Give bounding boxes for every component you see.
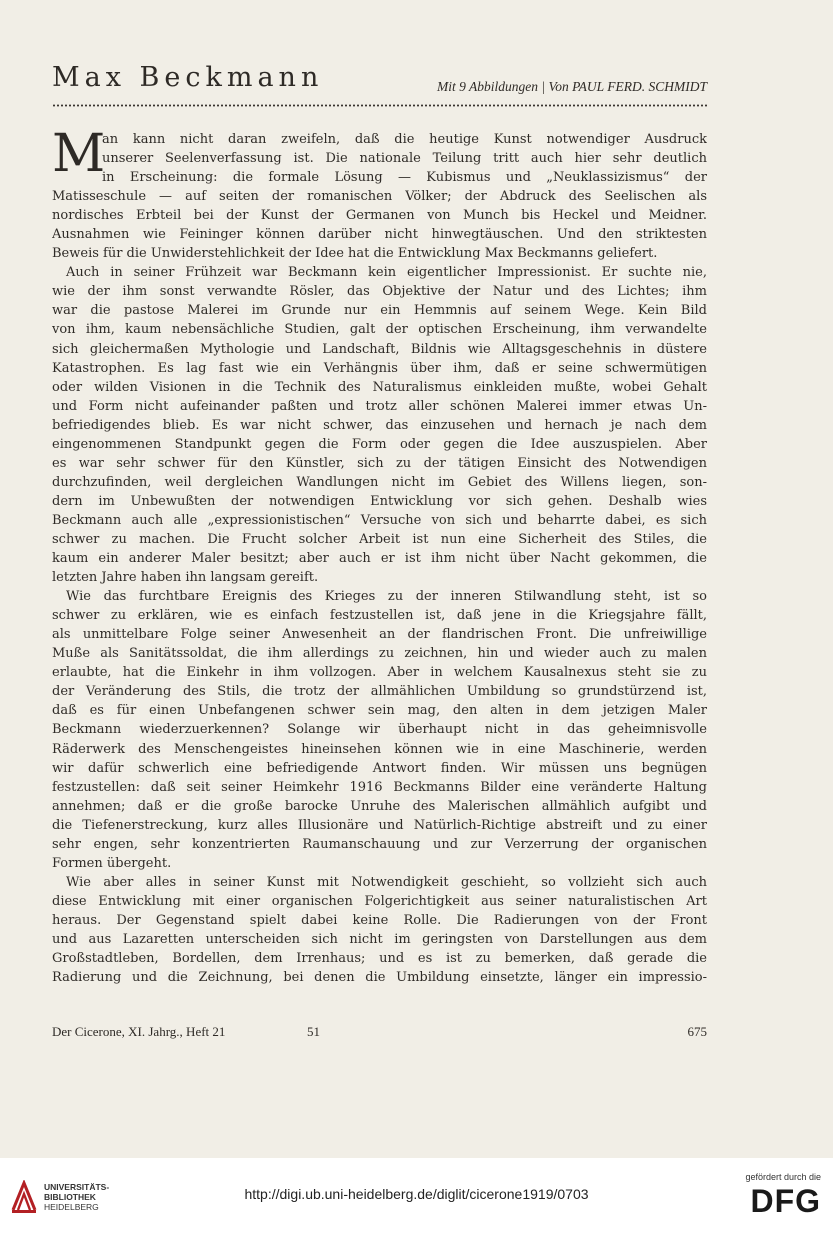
page-footer — [52, 1024, 707, 1044]
text-line: eingenommenen Standpunkt gegen die Form oder gegen die Idee auszuspielen. Aber — [52, 436, 707, 452]
text-line: Muße als Sanitätssoldat, die ihm allerdings zu zeichnen, hin und wieder auch zu malen — [52, 646, 707, 662]
text-line: kaum ein anderer Maler besitzt; aber auch er ist ihm nicht über Nacht gekommen, die — [52, 551, 707, 567]
dotted-rule — [52, 104, 707, 107]
text-line: wir dafür schwerlich eine befriedigende Antwort finden. Wir müssen uns begnügen — [52, 760, 707, 776]
text-line: sehr engen, sehr konzentrierten Raumanschauung und zur Verzerrung der organischen — [52, 836, 707, 852]
text-line: Wie aber alles in seiner Kunst mit Notwendigkeit geschieht, so vollzieht sich auch — [66, 874, 707, 890]
text-line: als unmittelbare Folge seiner Anwesenheit an der flandrischen Front. Die unfreiwillige — [52, 627, 707, 643]
text-line: an kann nicht daran zweifeln, daß die heutige Kunst notwendiger Ausdruck — [102, 132, 707, 147]
journal-issue: Der Cicerone, XI. Jahrg., Heft 21 — [52, 1024, 226, 1039]
text-line: letzten Jahre haben ihn langsam gereift. — [52, 570, 319, 586]
text-line: erlaubte, hat die Einkehr in ihm vollzogen. Aber in welchem Kausalnexus steht sie zu — [52, 665, 707, 681]
drop-cap: M — [52, 124, 106, 184]
text-line: wie der ihm sonst verwandte Rösler, das Objektive der Natur und des Lichtes; ihm — [52, 284, 707, 300]
text-line: sich gleichermaßen Mythologie und Landschaft, Bildnis wie Alltagsgeschehnis in düstere — [52, 341, 707, 357]
text-line: Matisseschule — auf seiten der romanischen Völker; der Abdruck des Seelischen als — [52, 189, 707, 205]
text-line: heraus. Der Gegenstand spielt dabei keine Rolle. Die Radierungen von der Front — [52, 912, 707, 928]
text-line: die Tiefenerstreckung, kurz alles Illusionäre und Natürlich-Richtige abstreift und zu einer — [52, 817, 707, 833]
viewer-footer-bar — [0, 1158, 833, 1233]
logo-line-1: UNIVERSITÄTS- — [44, 1182, 110, 1192]
text-line: befriedigendes blieb. Es war nicht schwer, das einzusehen und hernach je nach dem — [52, 417, 707, 433]
text-line: schwer zu machen. Die Frucht solcher Arbeit ist nun eine Sicherheit des Stiles, die — [52, 531, 707, 547]
text-line: der Veränderung des Stils, die trotz der allmählichen Umbildung so grundstürzend ist, — [52, 684, 707, 700]
text-line: und aus Lazaretten unterscheiden sich nicht im geringsten von Darstellungen aus dem — [52, 931, 707, 947]
text-line: Katastrophen. Es lag fast wie ein Verhängnis über ihm, daß er seine schwermütigen — [52, 360, 707, 376]
text-line: und Form nicht aufeinander paßten und trotz aller schönen Malerei immer etwas Un- — [52, 398, 707, 414]
text-line: durchzufinden, weil dergleichen Wandlungen nicht im Gebiet des Willens liegen, son- — [52, 474, 707, 490]
dfg-wordmark: DFG — [750, 1183, 821, 1219]
text-line: oder wilden Visionen in die Technik des Naturalismus einkleiden mußte, wobei Gehalt — [52, 379, 707, 395]
text-line: unserer Seelenverfassung ist. Die nationale Teilung tritt auch hier sehr deutlich — [102, 151, 707, 167]
text-line: nordisches Erbteil bei der Kunst der Germanen von Munch bis Heckel und Meidner. — [52, 208, 707, 224]
article-body — [52, 130, 707, 987]
text-line: diese Entwicklung mit einer organischen Folgerichtigkeit aus seiner naturalistischen Art — [52, 893, 707, 909]
signature-number: 51 — [307, 1024, 320, 1039]
text-line: festzustellen: daß seit seiner Heimkehr 1916 Beckmanns Bilder eine veränderte Haltung — [52, 779, 707, 795]
text-line: dern im Unbewußten der notwendigen Entwicklung vor sich gehen. Deshalb wies — [52, 493, 707, 509]
dfg-caption: gefördert durch die — [745, 1172, 821, 1182]
text-line: Räderwerk des Menschengeistes hineinsehen können wie in eine Maschinerie, werden — [52, 741, 707, 757]
text-line: Radierung und die Zeichnung, bei denen die Umbildung einsetzte, länger ein impressio- — [52, 970, 707, 986]
text-line: Großstadtleben, Bordellen, dem Irrenhaus; und es ist zu bemerken, daß gerade die — [52, 951, 707, 967]
text-line: war die pastose Malerei im Grunde nur ein Hemmnis auf seinem Wege. Kein Bild — [52, 303, 707, 319]
article-byline: Mit 9 Abbildungen | Von PAUL FERD. SCHMIDT — [437, 79, 707, 94]
dfg-logo[interactable] — [741, 1172, 821, 1220]
page-number: 675 — [687, 1024, 707, 1039]
text-line: daß es für einen Unbefangenen schwer sein mag, den alten in dem jetzigen Maler — [52, 703, 707, 719]
text-line: annehmen; daß er die große barocke Unruhe des Malerischen allmählich aufgibt und — [52, 798, 707, 814]
text-line: Beckmann auch alle „expressionistischen“ Versuche von sich und beharrte dabei, es sich — [52, 512, 707, 528]
text-line: Beckmann wiederzuerkennen? Solange wir überhaupt nicht in das geheimnisvolle — [52, 722, 707, 738]
text-line: Wie das furchtbare Ereignis des Krieges zu der inneren Stilwandlung steht, ist so — [66, 589, 707, 605]
logo-line-3: HEIDELBERG — [44, 1202, 99, 1212]
text-line: schwer zu erklären, wie es einfach festzustellen ist, daß jene in die Kriegsjahre fällt, — [52, 608, 707, 624]
article-header — [52, 62, 707, 102]
permalink-url[interactable]: http://digi.ub.uni-heidelberg.de/diglit/cicerone1919/0703 — [244, 1186, 589, 1202]
text-line: in Erscheinung: die formale Lösung — Kubismus und „Neuklassizismus“ der — [102, 170, 707, 186]
logo-line-2: BIBLIOTHEK — [44, 1192, 96, 1202]
text-line: Formen übergeht. — [52, 855, 172, 871]
text-line: Auch in seiner Frühzeit war Beckmann kein eigentlicher Impressionist. Er suchte nie, — [66, 265, 707, 281]
text-line: von ihm, kaum nebensächliche Studien, galt der optischen Erscheinung, ihm verwandelte — [52, 322, 707, 338]
text-line: Beweis für die Unwiderstehlichkeit der Idee hat die Entwicklung Max Beckmanns geliefert. — [52, 246, 658, 262]
article-title: Max Beckmann — [52, 62, 324, 93]
text-line: Ausnahmen wie Feininger können darüber nicht hinwegtäuschen. Und den striktesten — [52, 227, 707, 243]
text-line: es war sehr schwer für den Künstler, sich zu der tätigen Einsicht des Notwendigen — [52, 455, 707, 471]
